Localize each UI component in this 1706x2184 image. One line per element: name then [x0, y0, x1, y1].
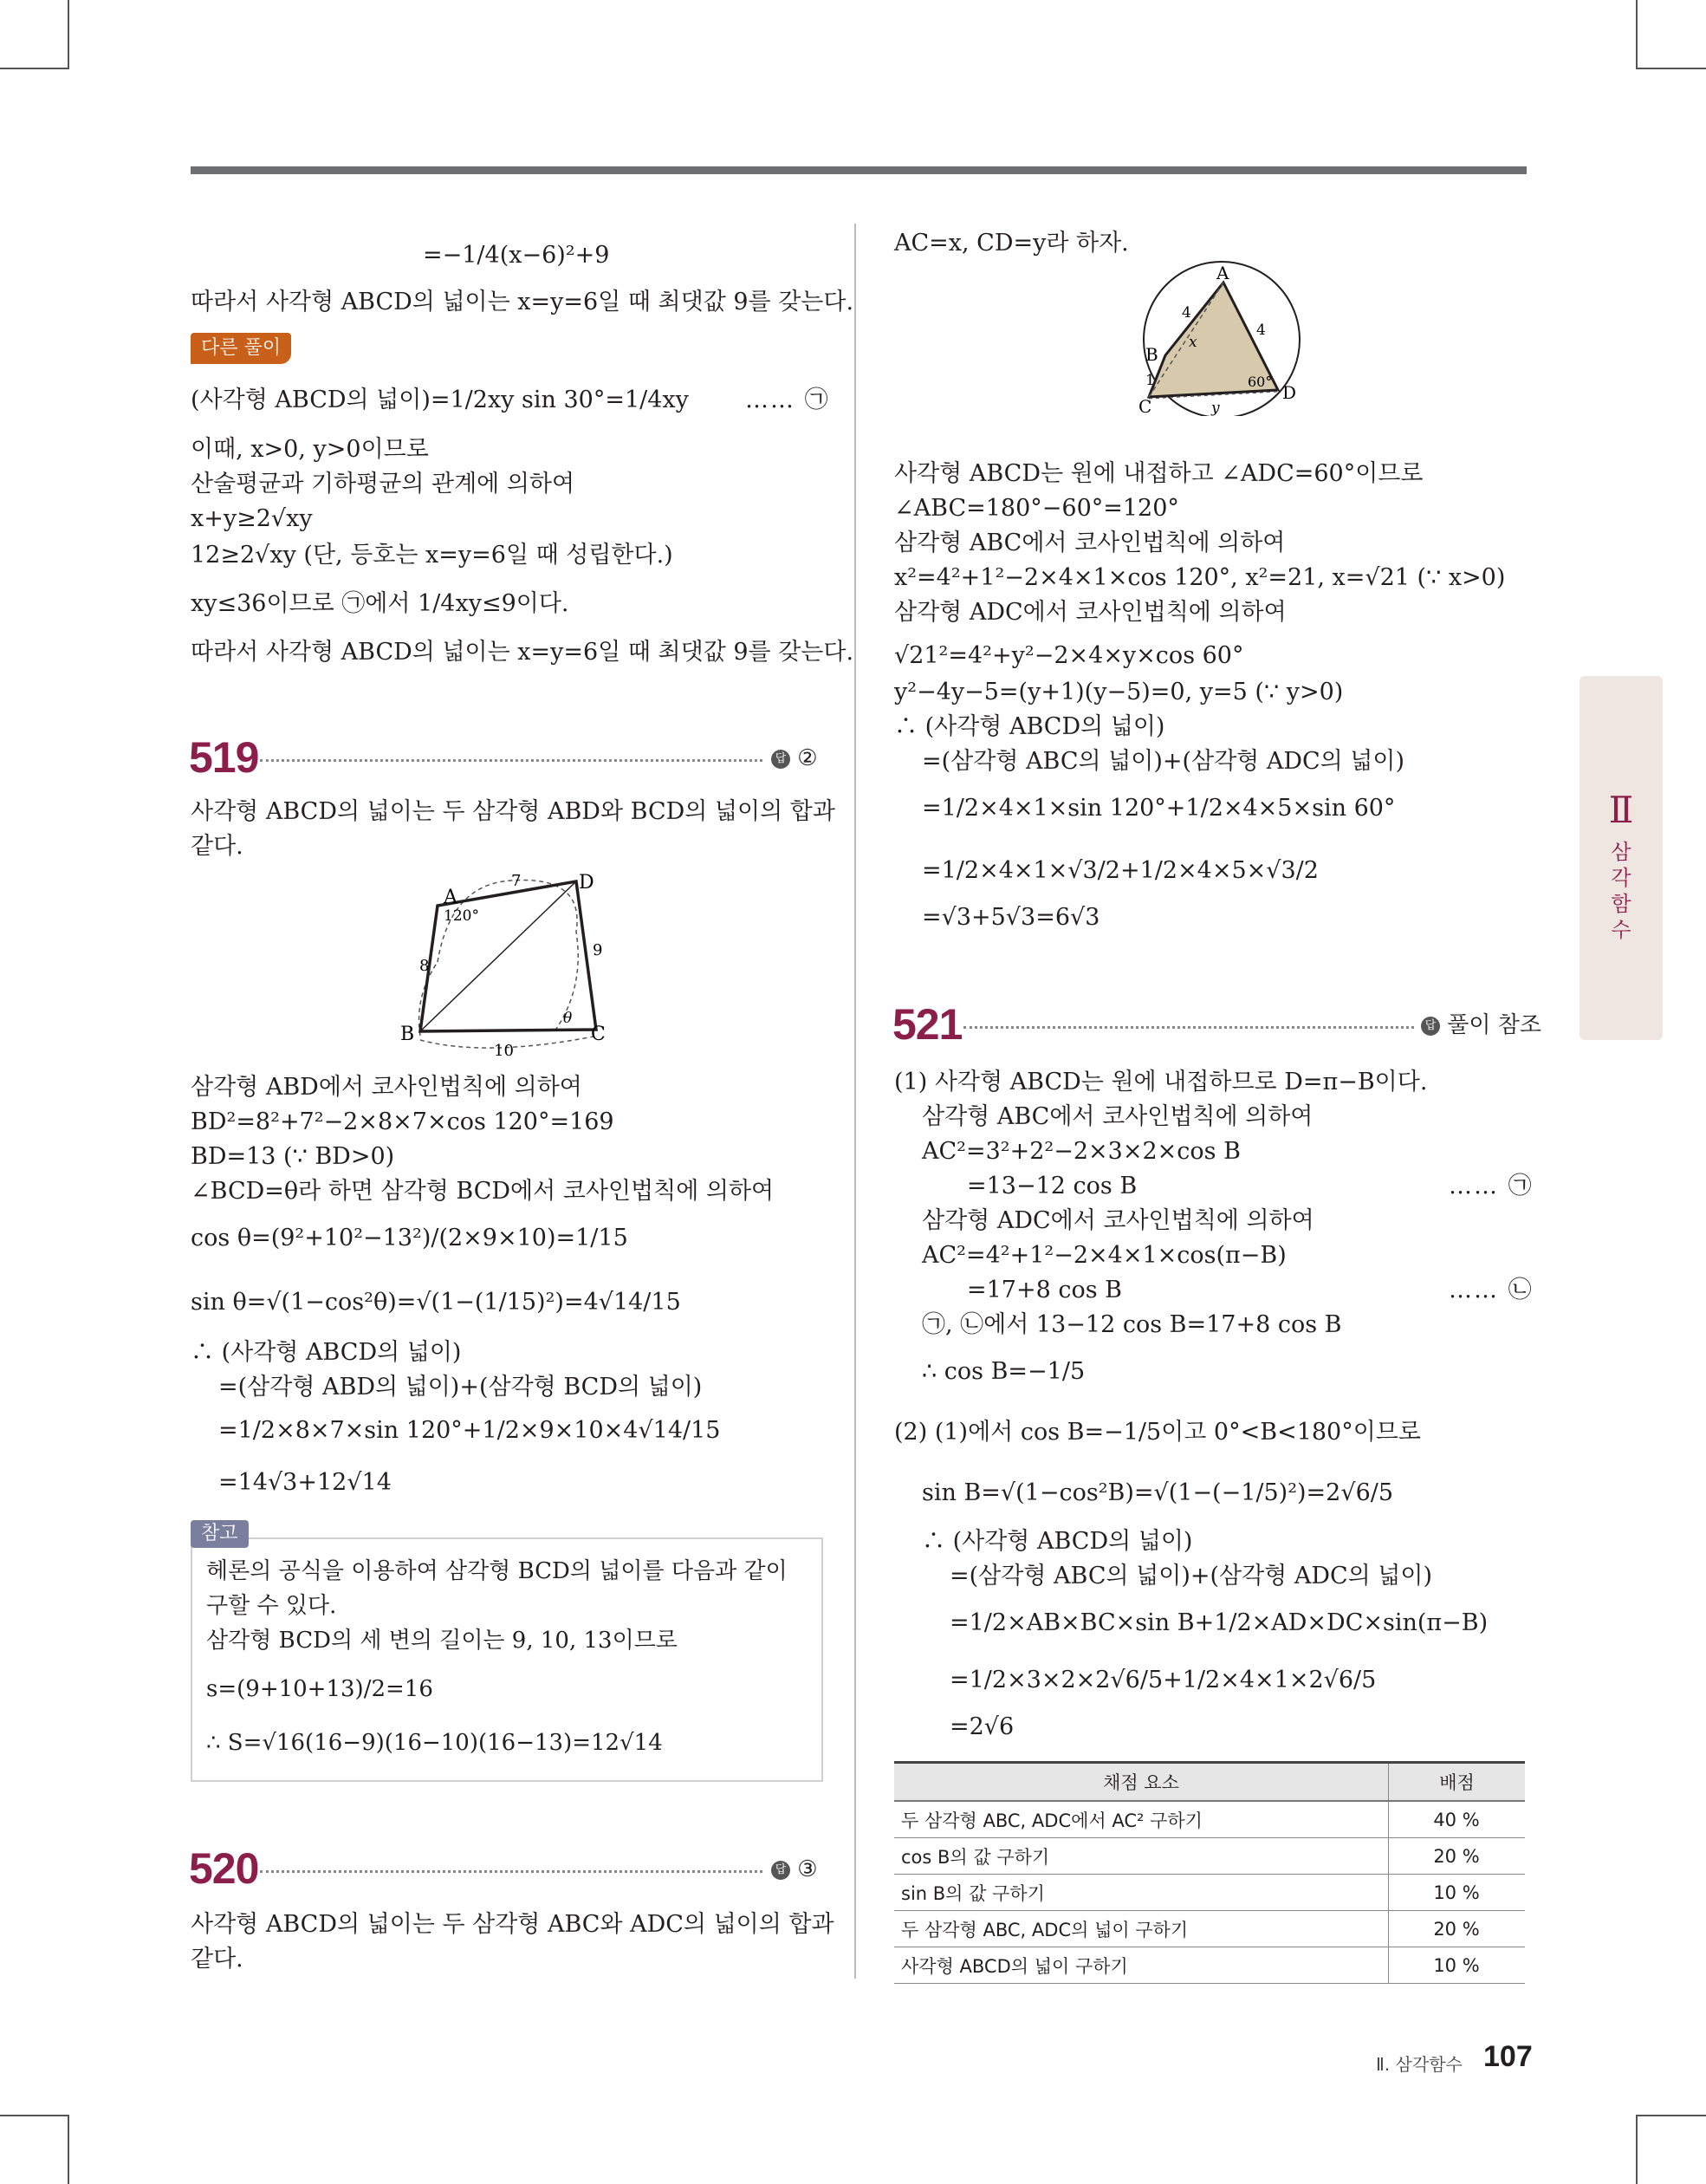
answer-value: 풀이 참조	[1447, 1012, 1541, 1038]
equation-line: =(삼각형 ABD의 넓이)+(삼각형 BCD의 넓이)	[218, 1374, 703, 1401]
table-cell: cos B의 값 구하기	[894, 1838, 1389, 1875]
side-label: 7	[511, 872, 522, 890]
equation-line: BD²=8²+7²−2×8×7×cos 120°=169	[191, 1108, 614, 1135]
text-line: 사각형 ABCD는 원에 내접하고 ∠ADC=60°이므로	[894, 460, 1424, 487]
table-row	[894, 1911, 1525, 1947]
note-line: s=(9+10+13)/2=16	[206, 1676, 433, 1702]
side-label: 10	[494, 1042, 514, 1057]
crop-mark	[0, 2115, 68, 2116]
angle-label: θ	[563, 1010, 573, 1027]
text-line: 이때, x>0, y>0이므로	[191, 436, 429, 463]
scoring-table	[894, 1761, 1525, 1984]
angle-label: 60°	[1248, 374, 1273, 390]
table-row	[894, 1875, 1525, 1911]
text-line: (1) 사각형 ABCD는 원에 내접하므로 D=π−B이다.	[894, 1069, 1428, 1095]
table-cell: 40 %	[1389, 1801, 1526, 1838]
equation-line: y²−4y−5=(y+1)(y−5)=0, y=5 (∵ y>0)	[894, 679, 1344, 705]
equation-line: √21²=4²+y²−2×4×y×cos 60°	[894, 642, 1244, 669]
text-line: 사각형 ABCD의 넓이는 두 삼각형 ABD와 BCD의 넓이의 합과	[191, 798, 835, 825]
vertex-label: B	[1145, 344, 1158, 365]
equation-line: =(삼각형 ABC의 넓이)+(삼각형 ADC의 넓이)	[922, 748, 1404, 775]
leader-dots	[260, 759, 762, 762]
text-line: (사각형 ABCD의 넓이)=1/2xy sin 30°=1/4xy	[191, 387, 689, 413]
crop-mark	[1638, 2115, 1706, 2116]
marker-circle: ㉠	[1508, 1173, 1534, 1199]
text-line: xy≤36이므로 ㉠에서 1/4xy≤9이다.	[191, 590, 569, 617]
equation-line: =13−12 cos B	[967, 1173, 1138, 1199]
vertex-label: A	[1216, 263, 1229, 283]
equation-line: ∠ABC=180°−60°=120°	[894, 495, 1179, 522]
equation-line: sin B=√(1−cos²B)=√(1−(−1/5)²)=2√6/5	[922, 1479, 1394, 1506]
crop-mark	[1636, 2115, 1638, 2184]
side-label: x	[1189, 334, 1197, 351]
crop-mark	[68, 0, 69, 69]
equation-line: AC²=4²+1²−2×4×1×cos(π−B)	[922, 1242, 1287, 1269]
note-line: 삼각형 BCD의 세 변의 길이는 9, 10, 13이므로	[206, 1628, 678, 1654]
text-line: 산술평균과 기하평균의 관계에 의하여	[191, 471, 575, 497]
problem-number: 520	[189, 1844, 259, 1893]
equation-line: =1/2×4×1×sin 120°+1/2×4×5×sin 60°	[922, 795, 1396, 822]
answer-badge	[771, 744, 818, 773]
note-tag: 참고	[191, 1520, 249, 1548]
marker-circle: ㉡	[1508, 1277, 1534, 1303]
crop-mark	[1636, 0, 1638, 69]
equation-line: =1/2×AB×BC×sin B+1/2×AD×DC×sin(π−B)	[950, 1609, 1489, 1636]
table-cell: 사각형 ABCD의 넓이 구하기	[894, 1947, 1389, 1984]
vertex-label: D	[579, 872, 594, 894]
answer-badge	[771, 1855, 818, 1884]
side-label: 1	[1145, 372, 1155, 389]
equation-marker: …… ㉡	[1449, 1277, 1534, 1303]
side-label: y	[1211, 400, 1220, 416]
note-line: ∴ S=√16(16−9)(16−10)(16−13)=12√14	[206, 1730, 663, 1756]
equation-line: BD=13 (∵ BD>0)	[191, 1143, 395, 1170]
marker-circle: ㉠	[804, 387, 830, 413]
equation-line: x²=4²+1²−2×4×1×cos 120°, x²=21, x=√21 (∵ x>0)	[894, 564, 1506, 591]
answer-icon: 답	[1421, 1017, 1440, 1036]
text-line: ∴ (사각형 ABCD의 넓이)	[922, 1528, 1193, 1555]
equation-line: =1/2×4×1×√3/2+1/2×4×5×√3/2	[922, 857, 1319, 884]
table-row	[894, 1801, 1525, 1838]
table-cell: sin B의 값 구하기	[894, 1875, 1389, 1911]
equation-line: =2√6	[950, 1713, 1015, 1740]
table-cell: 두 삼각형 ABC, ADC의 넓이 구하기	[894, 1911, 1389, 1947]
problem-number: 519	[189, 733, 259, 782]
vertex-label: D	[1282, 382, 1297, 403]
leader-dots	[963, 1026, 1414, 1029]
table-row	[894, 1947, 1525, 1984]
side-label: 8	[419, 957, 430, 975]
column-divider	[854, 224, 856, 1979]
footer-chapter-label: Ⅱ. 삼각함수	[1376, 2054, 1463, 2075]
vertex-label: C	[1138, 396, 1152, 416]
text-line: 같다.	[191, 1946, 243, 1973]
crop-mark	[0, 68, 68, 69]
vertex-label: A	[444, 887, 457, 908]
text-line: AC=x, CD=y라 하자.	[894, 230, 1129, 257]
leader-dots	[260, 1870, 762, 1873]
chapter-label	[1580, 839, 1663, 943]
alt-solution-tag: 다른 풀이	[191, 333, 291, 364]
table-cell: 10 %	[1389, 1875, 1526, 1911]
equation-line: =(삼각형 ABC의 넓이)+(삼각형 ADC의 넓이)	[950, 1563, 1432, 1589]
table-cell: 두 삼각형 ABC, ADC에서 AC² 구하기	[894, 1801, 1389, 1838]
equation-marker: …… ㉠	[745, 387, 830, 413]
problem-number: 521	[892, 1000, 963, 1049]
text-line: 사각형 ABCD의 넓이는 두 삼각형 ABC와 ADC의 넓이의 합과	[191, 1911, 834, 1938]
equation-line: sin θ=√(1−cos²θ)=√(1−(1/15)²)=4√14/15	[191, 1289, 681, 1316]
text-line: 삼각형 ABC에서 코사인법칙에 의하여	[894, 530, 1286, 556]
equation-line: =1/2×8×7×sin 120°+1/2×9×10×4√14/15	[218, 1417, 721, 1444]
answer-value: ②	[797, 745, 818, 771]
text-line: 따라서 사각형 ABCD의 넓이는 x=y=6일 때 최댓값 9를 갖는다.	[191, 289, 854, 315]
answer-value: ③	[797, 1856, 818, 1882]
crop-mark	[1638, 68, 1706, 69]
text-line: ∴ (사각형 ABCD의 넓이)	[191, 1339, 462, 1366]
text-line: ∠BCD=θ라 하면 삼각형 BCD에서 코사인법칙에 의하여	[191, 1178, 775, 1205]
equation-line: ∴ cos B=−1/5	[922, 1358, 1086, 1385]
table-cell: 20 %	[1389, 1838, 1526, 1875]
chapter-label-text: 삼각함수	[1611, 840, 1631, 942]
answer-badge	[1421, 1011, 1541, 1040]
text-line: 12≥2√xy (단, 등호는 x=y=6일 때 성립한다.)	[191, 542, 673, 569]
table-header: 채점 요소	[894, 1763, 1389, 1802]
equation-line: =14√3+12√14	[218, 1469, 392, 1496]
text-line: ∴ (사각형 ABCD의 넓이)	[894, 713, 1165, 740]
table-cell: 20 %	[1389, 1911, 1526, 1947]
table-row	[894, 1838, 1525, 1875]
equation-line: (2) (1)에서 cos B=−1/5이고 0°<B<180°이므로	[894, 1419, 1421, 1446]
side-label: 9	[593, 941, 603, 959]
equation-marker: …… ㉠	[1449, 1173, 1534, 1199]
text-line: 같다.	[191, 833, 243, 860]
note-line: 헤론의 공식을 이용하여 삼각형 BCD의 넓이를 다음과 같이	[206, 1558, 788, 1584]
table-cell: 10 %	[1389, 1947, 1526, 1984]
equation-line: =−1/4(x−6)²+9	[423, 242, 610, 269]
side-label: 4	[1256, 322, 1266, 339]
figure-520	[1092, 260, 1317, 416]
answer-icon: 답	[771, 750, 790, 769]
angle-label: 120°	[444, 907, 479, 925]
text-line: 따라서 사각형 ABCD의 넓이는 x=y=6일 때 최댓값 9를 갖는다.	[191, 639, 854, 666]
equation-line: cos θ=(9²+10²−13²)/(2×9×10)=1/15	[191, 1225, 628, 1251]
answer-icon: 답	[771, 1861, 790, 1880]
header-rule	[191, 166, 1527, 174]
vertex-label: C	[591, 1024, 606, 1045]
table-header: 배점	[1389, 1763, 1526, 1802]
figure-519	[399, 867, 624, 1057]
text-line: 삼각형 ABD에서 코사인법칙에 의하여	[191, 1074, 582, 1101]
note-line: 구할 수 있다.	[206, 1593, 337, 1619]
vertex-label: B	[400, 1024, 415, 1045]
equation-line: AC²=3²+2²−2×3×2×cos B	[922, 1138, 1241, 1165]
text-line: x+y≥2√xy	[191, 505, 313, 532]
side-label: 4	[1182, 304, 1191, 322]
equation-line: =17+8 cos B	[967, 1277, 1123, 1303]
equation-line: =√3+5√3=6√3	[922, 904, 1100, 931]
page-number: 107	[1483, 2040, 1533, 2073]
text-line: 삼각형 ABC에서 코사인법칙에 의하여	[922, 1103, 1314, 1130]
chapter-roman: Ⅱ	[1608, 789, 1634, 831]
crop-mark	[68, 2115, 69, 2184]
table-header-row	[894, 1763, 1525, 1802]
equation-line: =1/2×3×2×2√6/5+1/2×4×1×2√6/5	[950, 1667, 1377, 1693]
text-line: 삼각형 ADC에서 코사인법칙에 의하여	[922, 1207, 1314, 1234]
equation-line: ㉠, ㉡에서 13−12 cos B=17+8 cos B	[922, 1311, 1342, 1338]
chapter-side-tab	[1580, 676, 1663, 1040]
text-line: 삼각형 ADC에서 코사인법칙에 의하여	[894, 599, 1287, 626]
